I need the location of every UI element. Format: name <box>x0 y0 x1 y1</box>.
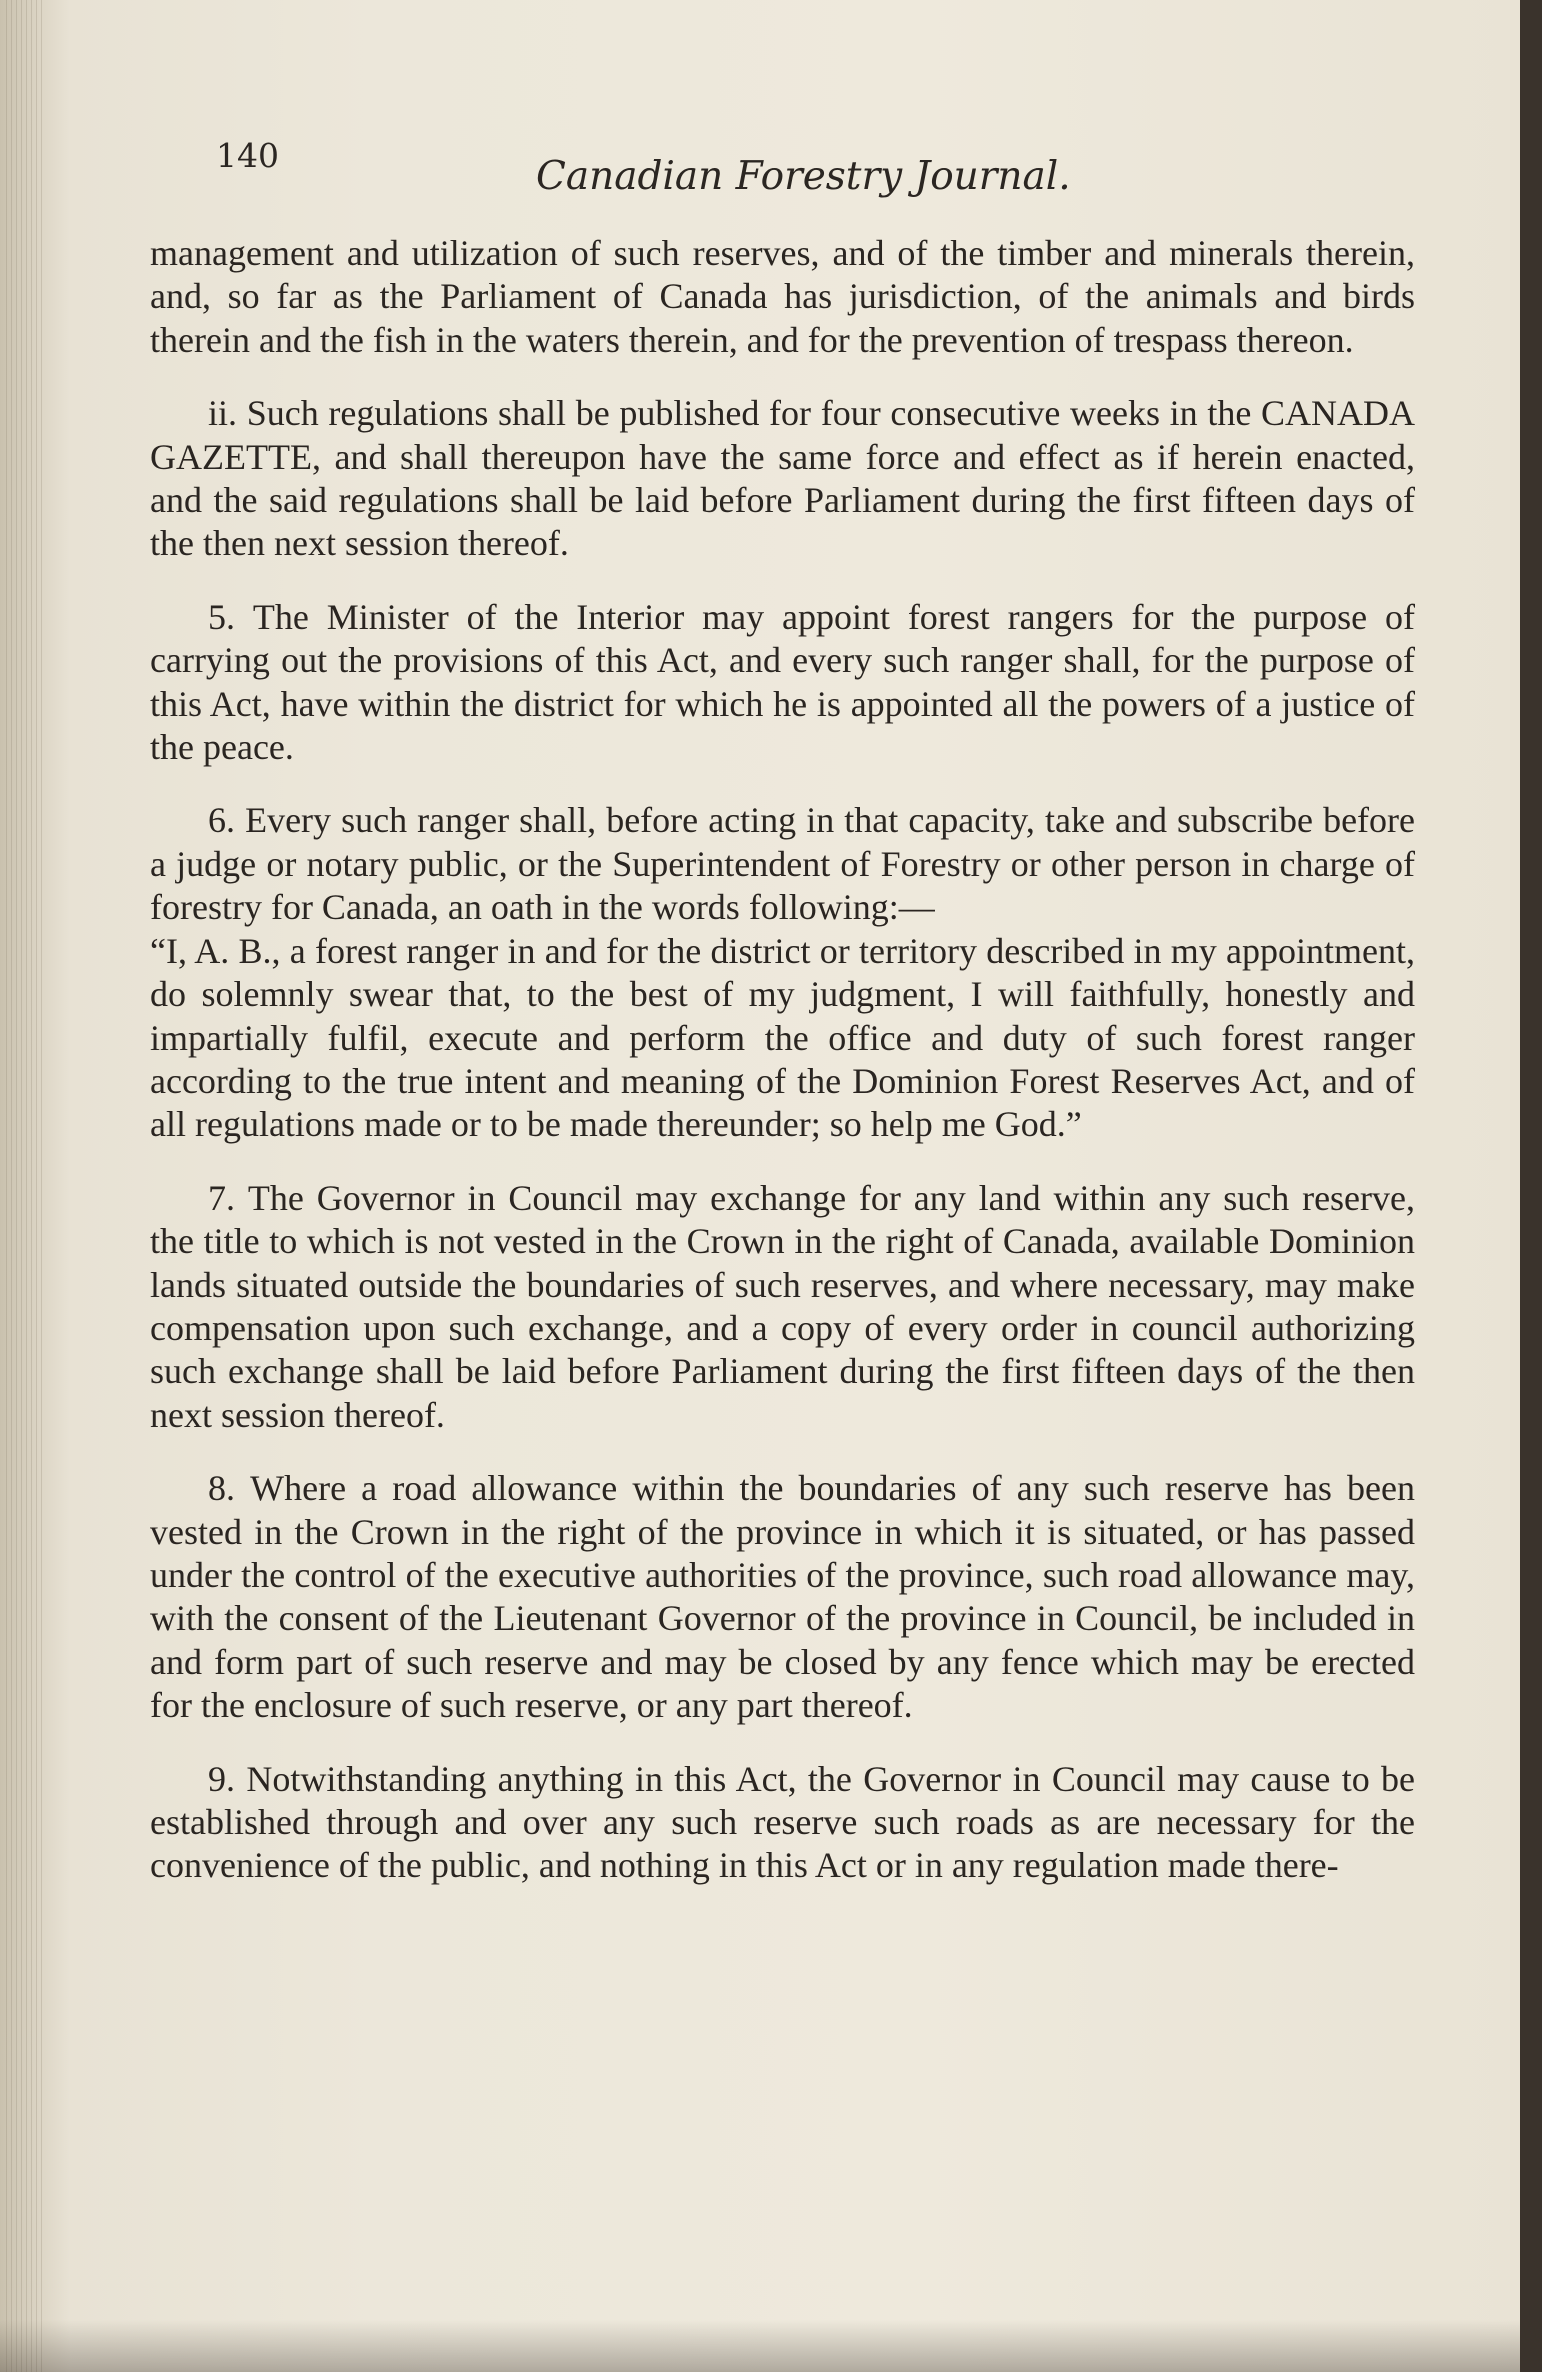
section-text: Every such ranger shall, before acting in that capacity, take and subscribe before a judge or notary public, or the Superintendent of Forestry or other person in charge of forestry for Canada, an oath in the words following:— <box>150 800 1416 928</box>
paragraph-ii <box>150 392 1415 566</box>
running-title: Canadian Forestry Journal. <box>536 154 1071 199</box>
section-5 <box>150 596 1415 770</box>
section-number: 9. <box>208 1758 235 1799</box>
section-8 <box>150 1467 1415 1727</box>
page-number: 140 <box>216 136 279 175</box>
oath-text <box>150 930 1415 1147</box>
page-body <box>150 232 1415 1918</box>
section-6 <box>150 799 1415 929</box>
section-text: Notwithstanding anything in this Act, the Governor in Council may cause to be established through and over any such reserve such roads as are necessary for the convenience of the public, and nothing in this Act or in any regulation made there- <box>150 1758 1415 1886</box>
binding-edge <box>6 0 46 2372</box>
section-text: Where a road allowance within the boundaries of any such reserve has been vested in the Crown in the right of the province in which it is situated, or has passed under the control of the executive authorities of the province, such road allowance may, with the consent of the Lieutenant Governor of the province in Council, be included in and form part of such reserve and may be closed by any fence which may be erected for the enclosure of such reserve, or any part thereof. <box>150 1468 1416 1726</box>
oath-body: “I, A. B., a forest ranger in and for the district or territory described in my appointment, do solemnly swear that, to the best of my judgment, I will faithfully, honestly and impartially fulfil, execute and perform the office and duty of such forest ranger according to the true intent and meaning of the Dominion Forest Reserves Act, and of all regulations made or to be made thereunder; so help me God.” <box>150 930 1415 1145</box>
section-number: 7. <box>208 1177 235 1218</box>
page-header <box>216 128 1071 208</box>
section-number: 8. <box>208 1468 235 1509</box>
section-text: The Minister of the Interior may appoint forest rangers for the purpose of carrying out the provisions of this Act, and every such ranger shall, for the purpose of this Act, have within the district for which he is appointed all the powers of a justice of the peace. <box>150 596 1416 768</box>
page-bottom-shadow <box>0 2320 1520 2372</box>
section-9 <box>150 1758 1415 1888</box>
section-text: The Governor in Council may exchange for any land within any such reserve, the title to which is not vested in the Crown in the right of Canada, available Dominion lands situated outside the boundaries of such reserves, and where necessary, may make compensation upon such exchange, and a copy of every order in council authorizing such exchange shall be laid before Parliament during the first fifteen days of the then next session thereof. <box>150 1177 1416 1435</box>
paragraph-label: ii. <box>208 393 238 434</box>
paragraph-continuation <box>150 232 1415 362</box>
section-7 <box>150 1177 1415 1437</box>
page-edge <box>1520 0 1542 2372</box>
section-number: 6. <box>208 800 235 841</box>
paragraph-text: Such regulations shall be published for four consecutive weeks in the CANADA GAZETTE, and shall thereupon have the same force and effect as if herein enacted, and the said regulations shall be laid before Parliament during the first fifteen days of the then next session thereof. <box>150 393 1415 564</box>
section-number: 5. <box>208 596 235 637</box>
paragraph-text: management and utilization of such reserves, and of the timber and minerals therein, and, so far as the Parliament of Canada has jurisdiction, of the animals and birds therein and the fish in the waters therein, and for the prevention of trespass thereon. <box>150 233 1415 360</box>
